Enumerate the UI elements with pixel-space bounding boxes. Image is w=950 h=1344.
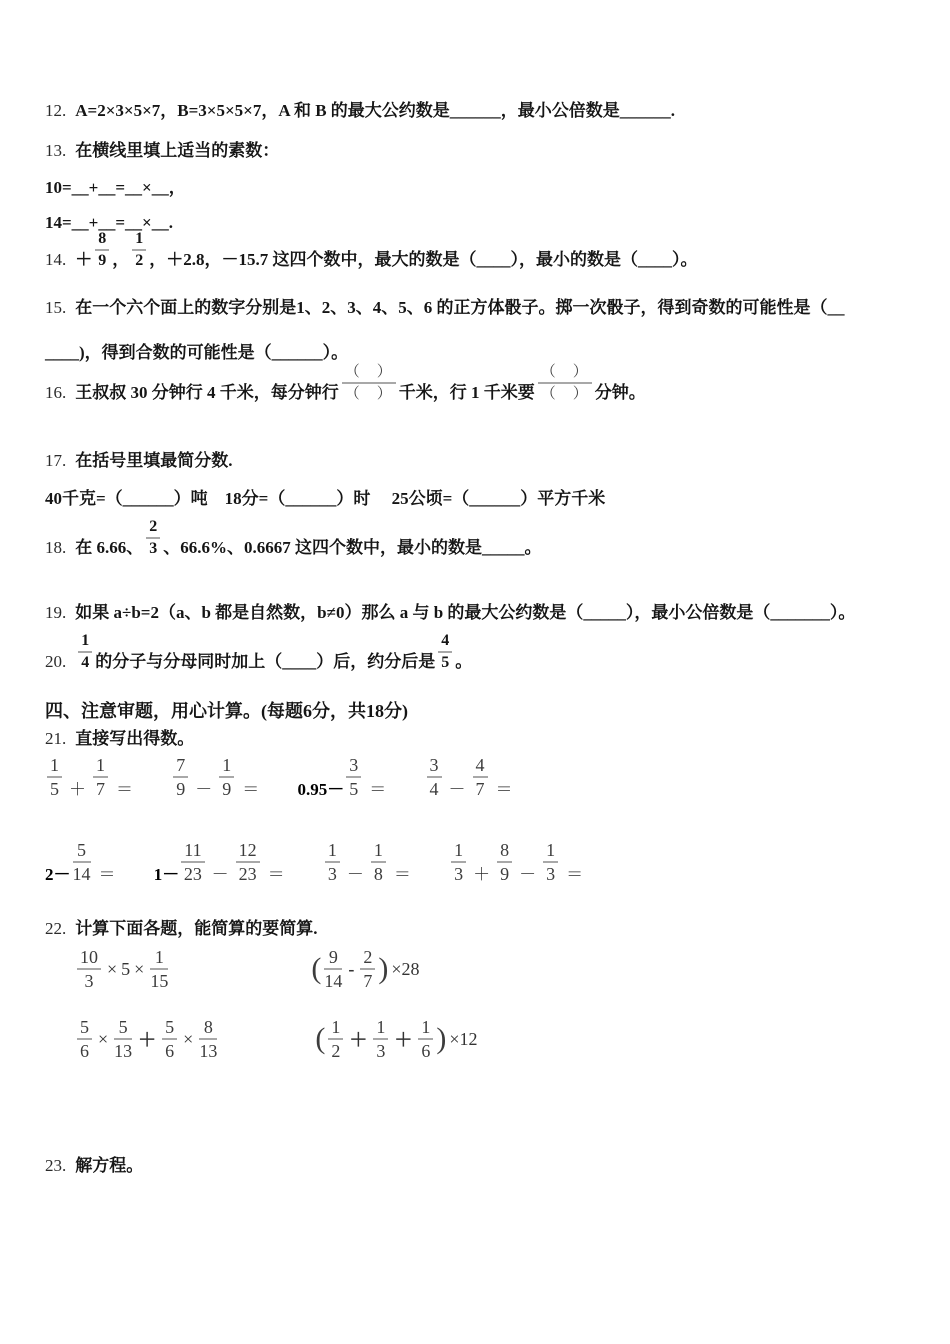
equals-sign: ＝ xyxy=(267,865,285,884)
fraction-denominator: 6 xyxy=(165,1041,175,1061)
fraction-numerator: 7 xyxy=(173,756,188,778)
fill-blank-equation: 10=__+__=__×__， xyxy=(45,178,186,197)
question-17 xyxy=(45,449,233,473)
fraction-numerator: 1 xyxy=(78,633,92,653)
fraction-denominator: 9 xyxy=(222,779,232,799)
question-text: 在一个六个面上的数字分别是1、2、3、4、5、6 的正方体骰子。掷一次骰子，得到奇数的可能性是（__ xyxy=(75,298,845,317)
operator: × xyxy=(183,1028,194,1049)
question-22 xyxy=(45,917,318,941)
operator: × xyxy=(107,958,118,979)
fraction-denominator: 13 xyxy=(199,1041,218,1061)
fraction-numerator: 8 xyxy=(95,231,109,251)
fraction xyxy=(77,1018,92,1060)
fraction xyxy=(346,756,361,798)
fraction-denominator: 9 xyxy=(500,864,510,884)
question-text: 、66.6%、0.6667 这四个数中，最小的数是_____。 xyxy=(163,538,542,557)
fraction xyxy=(497,841,512,883)
fraction xyxy=(162,1018,177,1060)
question-15 xyxy=(45,296,845,320)
question-23 xyxy=(45,1154,143,1178)
question-20 xyxy=(45,633,472,674)
question-text: 。 xyxy=(455,652,473,671)
close-paren: ) xyxy=(436,1022,447,1055)
calc-row-21-1 xyxy=(45,756,547,802)
fraction-numerator: 5 xyxy=(73,841,91,863)
fraction-denominator: 5 xyxy=(349,779,359,799)
fraction xyxy=(543,841,558,883)
fraction xyxy=(324,948,342,990)
fraction-denominator: 4 xyxy=(429,779,439,799)
fraction-denominator: 23 xyxy=(238,864,257,884)
equals-sign: ＝ xyxy=(369,780,387,799)
close-paren: ) xyxy=(378,952,389,985)
operator: ＋ xyxy=(349,1030,368,1050)
fraction xyxy=(418,1018,433,1060)
fraction xyxy=(371,841,386,883)
expression xyxy=(297,755,391,799)
expression xyxy=(449,840,587,884)
operator: － xyxy=(519,865,537,884)
operand: 0.95－ xyxy=(297,780,345,799)
fraction-numerator: 8 xyxy=(497,841,512,863)
fraction-numerator: 1 xyxy=(47,756,62,778)
equals-sign: ＝ xyxy=(98,865,116,884)
calc-row-21-2 xyxy=(45,841,617,887)
fraction xyxy=(78,633,92,671)
question-number: 19. xyxy=(45,603,67,622)
fraction-denominator: 3 xyxy=(327,864,337,884)
question-16 xyxy=(45,364,646,405)
fraction-numerator: 1 xyxy=(451,841,466,863)
question-text: ＋ xyxy=(75,250,93,269)
fraction-denominator: 3 xyxy=(454,864,464,884)
fraction xyxy=(325,841,340,883)
question-19 xyxy=(45,601,855,625)
question-number: 12. xyxy=(45,101,67,120)
fraction-denominator: 13 xyxy=(114,1041,133,1061)
question-13 xyxy=(45,139,279,163)
fraction-numerator: 1 xyxy=(373,1018,388,1040)
fraction-numerator: 12 xyxy=(236,841,260,863)
equals-sign: ＝ xyxy=(566,865,584,884)
fraction-numerator: 11 xyxy=(181,841,204,863)
fraction-numerator: 2 xyxy=(360,948,375,970)
fraction xyxy=(77,948,101,990)
fraction-numerator: （ ） xyxy=(342,364,396,384)
fraction-denominator: 2 xyxy=(331,1041,341,1061)
question-text: 千米，行 1 千米要 xyxy=(398,383,535,402)
question-number: 18. xyxy=(45,538,67,557)
multiplier: ×28 xyxy=(391,958,420,979)
equals-sign: ＝ xyxy=(393,865,411,884)
question-number: 14. xyxy=(45,250,67,269)
section-4-heading xyxy=(45,699,408,723)
question-number: 23. xyxy=(45,1156,67,1175)
operand: 5 xyxy=(121,958,131,979)
fraction xyxy=(173,756,188,798)
fraction xyxy=(114,1018,132,1060)
question-number: 17. xyxy=(45,451,67,470)
question-13-line1 xyxy=(45,176,186,200)
fraction-numerator: 1 xyxy=(325,841,340,863)
fill-blank-equation: 14=__+__=__×__. xyxy=(45,213,173,232)
fraction xyxy=(47,756,62,798)
fraction-numerator: 10 xyxy=(77,948,101,970)
fraction-numerator: 1 xyxy=(219,756,234,778)
fraction-blank xyxy=(538,364,592,402)
fraction-numerator: 5 xyxy=(77,1018,92,1040)
fraction xyxy=(438,633,452,671)
fraction-denominator: 4 xyxy=(81,654,90,671)
fraction-denominator: 8 xyxy=(373,864,383,884)
question-number: 15. xyxy=(45,298,67,317)
fraction xyxy=(373,1018,388,1060)
fraction-numerator: 1 xyxy=(132,231,146,251)
calc-row-22-1 xyxy=(75,948,419,990)
question-text: 在 6.66、 xyxy=(75,538,144,557)
fraction-numerator: 1 xyxy=(418,1018,433,1040)
question-17-line1 xyxy=(45,487,605,511)
question-number: 20. xyxy=(45,652,67,671)
calc-row-22-2 xyxy=(75,1018,477,1060)
fraction-numerator: 9 xyxy=(324,948,342,970)
operator: － xyxy=(211,865,229,884)
fraction-denominator: 6 xyxy=(421,1041,431,1061)
expression xyxy=(75,1018,219,1060)
fraction-denominator: 23 xyxy=(183,864,202,884)
question-21 xyxy=(45,727,194,751)
question-text: 如果 a÷b=2（a、b 都是自然数，b≠0）那么 a 与 b 的最大公约数是（_____），最小公倍数是（_______）。 xyxy=(75,603,856,622)
fraction-numerator: 1 xyxy=(150,948,168,970)
question-15-line2 xyxy=(45,341,348,365)
fraction-denominator: 9 xyxy=(98,252,107,269)
expression xyxy=(323,840,415,884)
fraction-denominator: 6 xyxy=(80,1041,89,1061)
fraction-blank xyxy=(342,364,396,402)
fraction xyxy=(236,841,260,883)
fraction xyxy=(219,756,234,798)
question-number: 22. xyxy=(45,919,67,938)
operator: × xyxy=(98,1028,109,1049)
separator: ， xyxy=(112,250,130,269)
fraction xyxy=(360,948,375,990)
expression xyxy=(75,948,170,990)
fraction-denominator: 3 xyxy=(376,1041,386,1061)
question-number: 16. xyxy=(45,383,67,402)
expression xyxy=(171,755,263,799)
fraction-numerator: 5 xyxy=(114,1018,132,1040)
fraction xyxy=(473,756,488,798)
question-text: 的分子与分母同时加上（____）后，约分后是 xyxy=(95,652,436,671)
question-text: 分钟。 xyxy=(594,383,646,402)
fraction-numerator: 5 xyxy=(162,1018,177,1040)
fraction xyxy=(132,231,146,269)
expression xyxy=(153,840,289,884)
fraction-denominator: （ ） xyxy=(344,386,393,402)
equals-sign: ＝ xyxy=(495,780,513,799)
fraction-numerator: 1 xyxy=(371,841,386,863)
fraction xyxy=(95,231,109,269)
fraction-denominator: 3 xyxy=(546,864,556,884)
operator: ＋ xyxy=(473,865,491,884)
fraction-denominator: 7 xyxy=(363,971,373,991)
expression xyxy=(425,755,517,799)
fraction-denominator: 14 xyxy=(72,864,91,884)
fraction-denominator: 3 xyxy=(84,971,94,991)
fraction-numerator: 4 xyxy=(473,756,488,778)
operator: ＋ xyxy=(69,780,86,799)
fraction xyxy=(146,519,160,557)
operator: － xyxy=(448,780,466,799)
question-text: ____)，得到合数的可能性是（______）。 xyxy=(45,343,349,362)
question-18 xyxy=(45,519,542,560)
question-text: 在括号里填最简分数. xyxy=(75,451,233,470)
fraction-numerator: 8 xyxy=(199,1018,217,1040)
expression xyxy=(45,755,137,799)
operand: 1－ xyxy=(153,865,180,884)
operator: ＋ xyxy=(394,1030,413,1050)
fraction-numerator: 3 xyxy=(346,756,361,778)
operator: × xyxy=(134,958,145,979)
fraction xyxy=(328,1018,343,1060)
fraction-numerator: 1 xyxy=(543,841,558,863)
section-title: 四、注意审题，用心计算。(每题6分，共18分) xyxy=(45,701,408,721)
equals-sign: ＝ xyxy=(242,780,260,799)
fraction-denominator: 14 xyxy=(324,971,343,991)
fraction-denominator: 9 xyxy=(176,779,186,799)
question-text: 计算下面各题，能简算的要简算. xyxy=(75,919,318,938)
open-paren: ( xyxy=(311,952,322,985)
fraction-denominator: 5 xyxy=(50,779,59,799)
fraction-numerator: 1 xyxy=(93,756,108,778)
fraction xyxy=(150,948,168,990)
fraction xyxy=(427,756,442,798)
fraction-denominator: 15 xyxy=(150,971,169,991)
expression xyxy=(314,1018,477,1060)
fraction-denominator: （ ） xyxy=(540,386,589,402)
fraction-numerator: 1 xyxy=(328,1018,343,1040)
operator: － xyxy=(346,865,364,884)
fraction-denominator: 7 xyxy=(96,779,105,799)
fraction-numerator: 3 xyxy=(427,756,442,778)
fraction-numerator: 4 xyxy=(438,633,452,653)
fraction-denominator: 2 xyxy=(135,252,144,269)
question-text: A=2×3×5×7，B=3×5×5×7，A 和 B 的最大公约数是______，最小公倍数是______. xyxy=(75,101,676,120)
question-number: 13. xyxy=(45,141,67,160)
fraction xyxy=(93,756,108,798)
expression xyxy=(45,840,120,884)
fraction xyxy=(181,841,204,883)
fraction xyxy=(199,1018,217,1060)
question-text: 王叔叔 30 分钟行 4 千米，每分钟行 xyxy=(75,383,339,402)
question-14 xyxy=(45,231,698,272)
fraction-numerator: （ ） xyxy=(538,364,592,384)
question-number: 21. xyxy=(45,729,67,748)
fraction-denominator: 3 xyxy=(149,540,158,557)
question-text: ，＋2.8，－15.7 这四个数中，最大的数是（____），最小的数是（____）。 xyxy=(149,250,698,269)
unit-conversion-blanks: 40千克=（______）吨 18分=（______）时 25公顷=（______）平方千米 xyxy=(45,489,606,508)
fraction xyxy=(73,841,91,883)
equals-sign: ＝ xyxy=(116,780,133,799)
fraction-denominator: 5 xyxy=(441,654,450,671)
open-paren: ( xyxy=(315,1022,326,1055)
question-text: 直接写出得数。 xyxy=(75,729,195,748)
question-text: 解方程。 xyxy=(75,1156,144,1175)
fraction xyxy=(451,841,466,883)
operator: - xyxy=(348,958,355,979)
operator: － xyxy=(195,780,213,799)
question-12 xyxy=(45,99,675,123)
operand: 2－ xyxy=(45,865,71,884)
question-text: 在横线里填上适当的素数： xyxy=(75,141,280,160)
expression xyxy=(310,948,419,990)
operator: ＋ xyxy=(138,1030,157,1050)
fraction-denominator: 7 xyxy=(475,779,485,799)
fraction-numerator: 2 xyxy=(146,519,160,539)
multiplier: ×12 xyxy=(449,1028,478,1049)
